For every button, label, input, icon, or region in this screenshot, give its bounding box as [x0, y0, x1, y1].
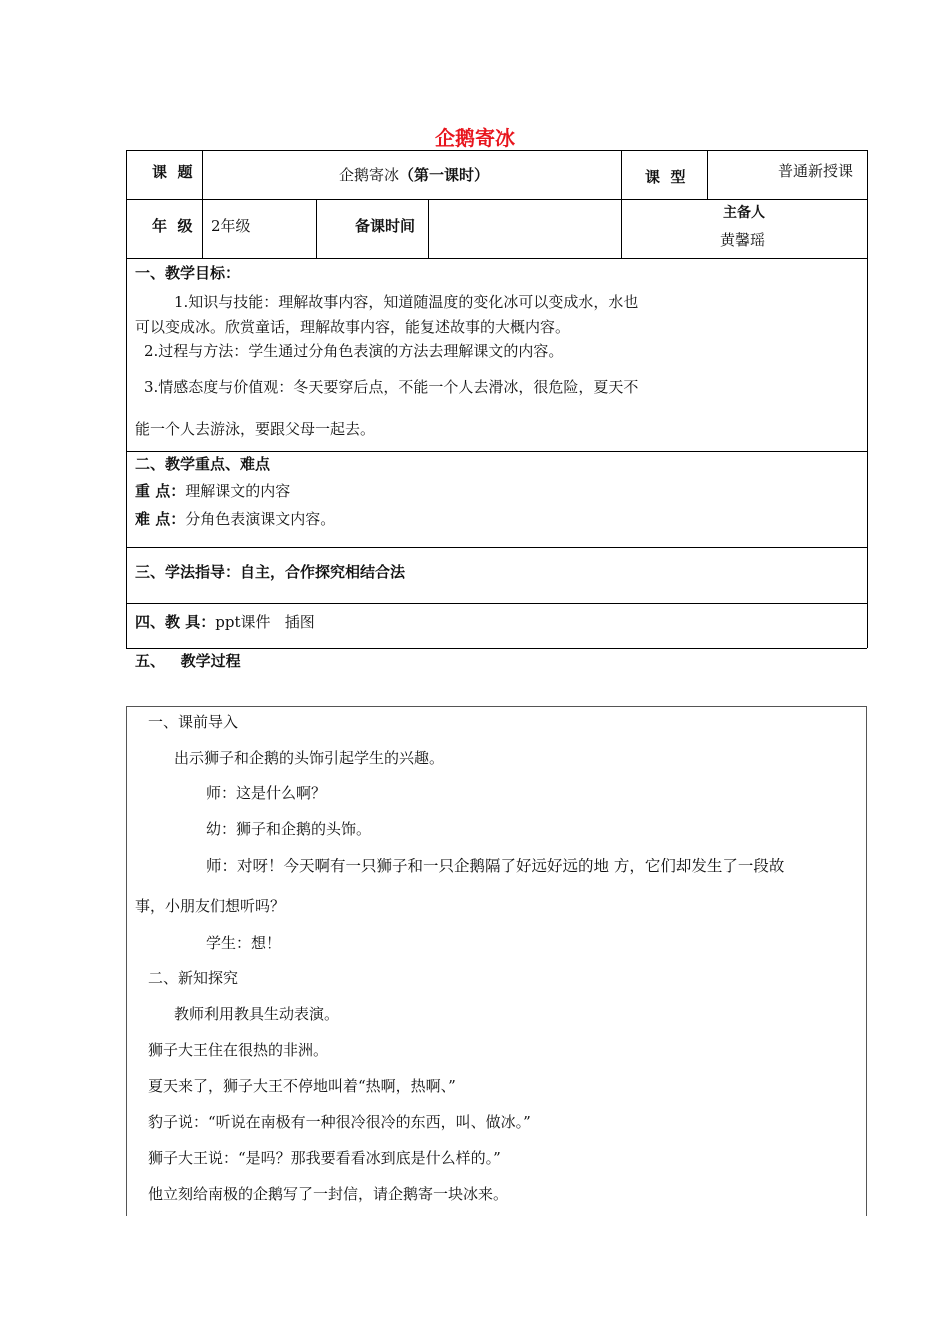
key-label: 重 点： — [135, 482, 186, 500]
table-border — [126, 547, 867, 548]
goal3-line1: 3.情感态度与价值观：冬天要穿后点，不能一个人去滑冰，很危险，夏天不 — [144, 378, 639, 396]
grade-label: 年 级 — [152, 217, 193, 235]
table-border — [126, 548, 127, 648]
section3-heading: 三、学法指导：自主，合作探究相结合法 — [135, 563, 406, 581]
process-line: 狮子大王住在很热的非洲。 — [148, 1041, 329, 1059]
goal1-line1: 1.知识与技能：理解故事内容，知道随温度的变化冰可以变成水，水也 — [174, 293, 639, 311]
table-border — [126, 706, 867, 707]
part2-title: 二、新知探究 — [148, 969, 239, 987]
topic-label: 课 题 — [152, 163, 193, 181]
table-border — [126, 199, 867, 200]
table-border — [202, 150, 203, 258]
process-line: 幼：狮子和企鹅的头饰。 — [206, 820, 372, 838]
section1-heading: 一、教学目标： — [135, 264, 241, 282]
document-title: 企鹅寄冰 — [435, 126, 515, 150]
table-border — [866, 706, 867, 1216]
part1-title: 一、课前导入 — [148, 713, 239, 731]
table-border — [126, 603, 867, 604]
topic-value — [339, 164, 489, 185]
table-border — [126, 150, 867, 151]
table-border — [126, 150, 127, 548]
process-line: 事，小朋友们想听吗？ — [135, 897, 286, 915]
prep-time-label: 备课时间 — [355, 217, 416, 235]
process-line: 学生：想！ — [206, 934, 282, 952]
key-point — [135, 480, 290, 501]
difficulty-value: 分角色表演课文内容。 — [185, 510, 336, 528]
section4-value: ppt课件 插图 — [215, 613, 315, 631]
table-border — [126, 451, 867, 452]
preparer-label: 主备人 — [723, 205, 765, 221]
type-value: 普通新授课 — [778, 162, 854, 180]
preparer-value: 黄馨瑶 — [720, 231, 766, 249]
process-line: 夏天来了，狮子大王不停地叫着“热啊，热啊、” — [148, 1077, 456, 1095]
difficulty-point — [135, 508, 335, 529]
table-border — [428, 199, 429, 258]
grade-value: 2年级 — [211, 217, 251, 235]
process-line: 师：这是什么啊？ — [206, 784, 327, 802]
process-line: 教师利用教具生动表演。 — [174, 1005, 340, 1023]
goal1-line2: 可以变成冰。欣赏童话，理解故事内容，能复述故事的大概内容。 — [135, 318, 571, 336]
goal2: 2.过程与方法：学生通过分角色表演的方法去理解课文的内容。 — [144, 342, 564, 360]
process-line: 狮子大王说：“是吗？那我要看看冰到底是什么样的。” — [148, 1149, 501, 1167]
section2-heading: 二、教学重点、难点 — [135, 455, 271, 473]
section5-heading: 五、 教学过程 — [135, 652, 241, 670]
table-border — [126, 648, 867, 649]
process-line: 师：对呀！今天啊有一只狮子和一只企鹅隔了好远好远的地 方，它们却发生了一段故 — [206, 857, 785, 875]
topic-name: 企鹅寄冰 — [339, 166, 400, 184]
table-border — [316, 199, 317, 258]
difficulty-label: 难 点： — [135, 510, 186, 528]
table-border — [126, 258, 867, 259]
process-line: 他立刻给南极的企鹅写了一封信，请企鹅寄一块冰来。 — [148, 1185, 509, 1203]
section4-row — [135, 611, 315, 632]
table-border — [621, 150, 622, 258]
section4-heading: 四、教 具： — [135, 613, 216, 631]
process-line: 出示狮子和企鹅的头饰引起学生的兴趣。 — [174, 749, 445, 767]
table-border — [707, 150, 708, 199]
process-line: 豹子说：“听说在南极有一种很冷很冷的东西，叫、做冰。” — [148, 1113, 531, 1131]
key-value: 理解课文的内容 — [185, 482, 291, 500]
type-label: 课 型 — [645, 168, 686, 186]
table-border — [867, 150, 868, 648]
topic-lesson: （第一课时） — [399, 166, 490, 184]
goal3-line2: 能一个人去游泳，要跟父母一起去。 — [135, 420, 376, 438]
table-border — [126, 706, 127, 1216]
